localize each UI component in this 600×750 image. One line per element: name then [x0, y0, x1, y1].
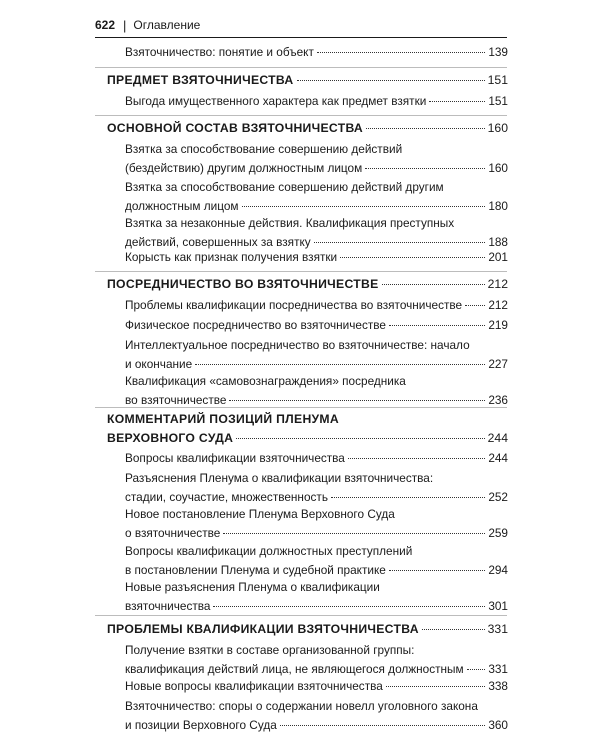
toc-page-ref: 301 — [488, 599, 508, 613]
toc-section-title[interactable]: ПОСРЕДНИЧЕСТВО ВО ВЗЯТОЧНИЧЕСТВЕ 212 — [107, 275, 508, 294]
toc-page-ref: 212 — [487, 277, 508, 291]
toc-entry[interactable]: Взяточничество: споры о содержании новелл уголовного закона и позиции Верховного Суда 360 — [125, 697, 508, 735]
toc-page-ref: 252 — [488, 490, 508, 504]
page-number: 622 — [95, 18, 116, 32]
header-title: Оглавление — [133, 18, 201, 32]
toc-entry[interactable]: Проблемы квалификации посредничества во взяточничестве 212 — [125, 296, 508, 315]
toc-entry[interactable]: Взятка за незаконные действия. Квалификация преступных действий, совершенных за взятку 188 — [125, 214, 508, 252]
toc-entry[interactable]: Новое постановление Пленума Верховного Суда о взяточничестве 259 — [125, 505, 508, 543]
section-divider — [95, 407, 507, 408]
toc-entry[interactable]: Корысть как признак получения взятки 201 — [125, 248, 508, 267]
toc-page-ref: 294 — [488, 563, 508, 577]
toc-entry[interactable]: Взятка за способствование совершению действий другим должностным лицом 180 — [125, 178, 508, 216]
section-divider — [95, 615, 507, 616]
toc-page-ref: 160 — [487, 121, 508, 135]
toc-page-ref: 331 — [488, 662, 508, 676]
toc-page-ref: 244 — [488, 451, 508, 465]
toc-page-ref: 151 — [487, 73, 508, 87]
toc-page-ref: 139 — [488, 45, 508, 59]
toc-entry[interactable]: Вопросы квалификации взяточничества 244 — [125, 449, 508, 468]
toc-entry[interactable]: Выгода имущественного характера как предмет взятки 151 — [125, 92, 508, 111]
toc-entry[interactable]: Взятка за способствование совершению действий (бездействию) другим должностным лицом 160 — [125, 140, 508, 178]
toc-page-ref: 244 — [487, 431, 508, 445]
toc-entry[interactable]: Получение взятки в составе организованной группы: квалификация действий лица, не являющегося должностным 331 — [125, 641, 508, 679]
toc-page-ref: 227 — [488, 357, 508, 371]
toc-entry[interactable]: Интеллектуальное посредничество во взяточничестве: начало и окончание 227 — [125, 336, 508, 374]
section-divider — [95, 67, 507, 68]
section-divider — [95, 271, 507, 272]
toc-entry[interactable]: Вопросы квалификации должностных преступлений в постановлении Пленума и судебной практике 294 — [125, 542, 508, 580]
toc-section-title[interactable]: ПРЕДМЕТ ВЗЯТОЧНИЧЕСТВА 151 — [107, 71, 508, 90]
toc-entry[interactable]: Разъяснения Пленума о квалификации взяточничества: стадии, соучастие, множественность 252 — [125, 469, 508, 507]
toc-page-ref: 259 — [488, 526, 508, 540]
toc-page-ref: 180 — [488, 199, 508, 213]
toc-page-ref: 219 — [488, 318, 508, 332]
toc-page-ref: 212 — [488, 298, 508, 312]
toc-page-ref: 201 — [488, 250, 508, 264]
toc-section-title[interactable]: ОСНОВНОЙ СОСТАВ ВЗЯТОЧНИЧЕСТВА 160 — [107, 119, 508, 138]
toc-page-ref: 236 — [488, 393, 508, 407]
toc-page-ref: 160 — [488, 161, 508, 175]
toc-section-title[interactable]: ПРОБЛЕМЫ КВАЛИФИКАЦИИ ВЗЯТОЧНИЧЕСТВА 331 — [107, 620, 508, 639]
toc-entry[interactable]: Физическое посредничество во взяточничестве 219 — [125, 316, 508, 335]
toc-entry[interactable]: Новые разъяснения Пленума о квалификации взяточничества 301 — [125, 578, 508, 616]
header-separator: | — [123, 17, 127, 33]
toc-entry[interactable]: Квалификация «самовознаграждения» посредника во взяточничестве 236 — [125, 372, 508, 410]
toc-page-ref: 188 — [488, 235, 508, 249]
toc-entry[interactable]: Новые вопросы квалификации взяточничества 338 — [125, 677, 508, 696]
toc-page-ref: 151 — [488, 94, 508, 108]
toc-section-title[interactable]: КОММЕНТАРИЙ ПОЗИЦИЙ ПЛЕНУМА ВЕРХОВНОГО СУДА 244 — [107, 410, 508, 448]
toc-page-ref: 338 — [488, 679, 508, 693]
toc-page-ref: 331 — [487, 622, 508, 636]
toc-entry[interactable]: Взяточничество: понятие и объект 139 — [125, 43, 508, 62]
toc-page-ref: 360 — [488, 718, 508, 732]
section-divider — [95, 115, 507, 116]
